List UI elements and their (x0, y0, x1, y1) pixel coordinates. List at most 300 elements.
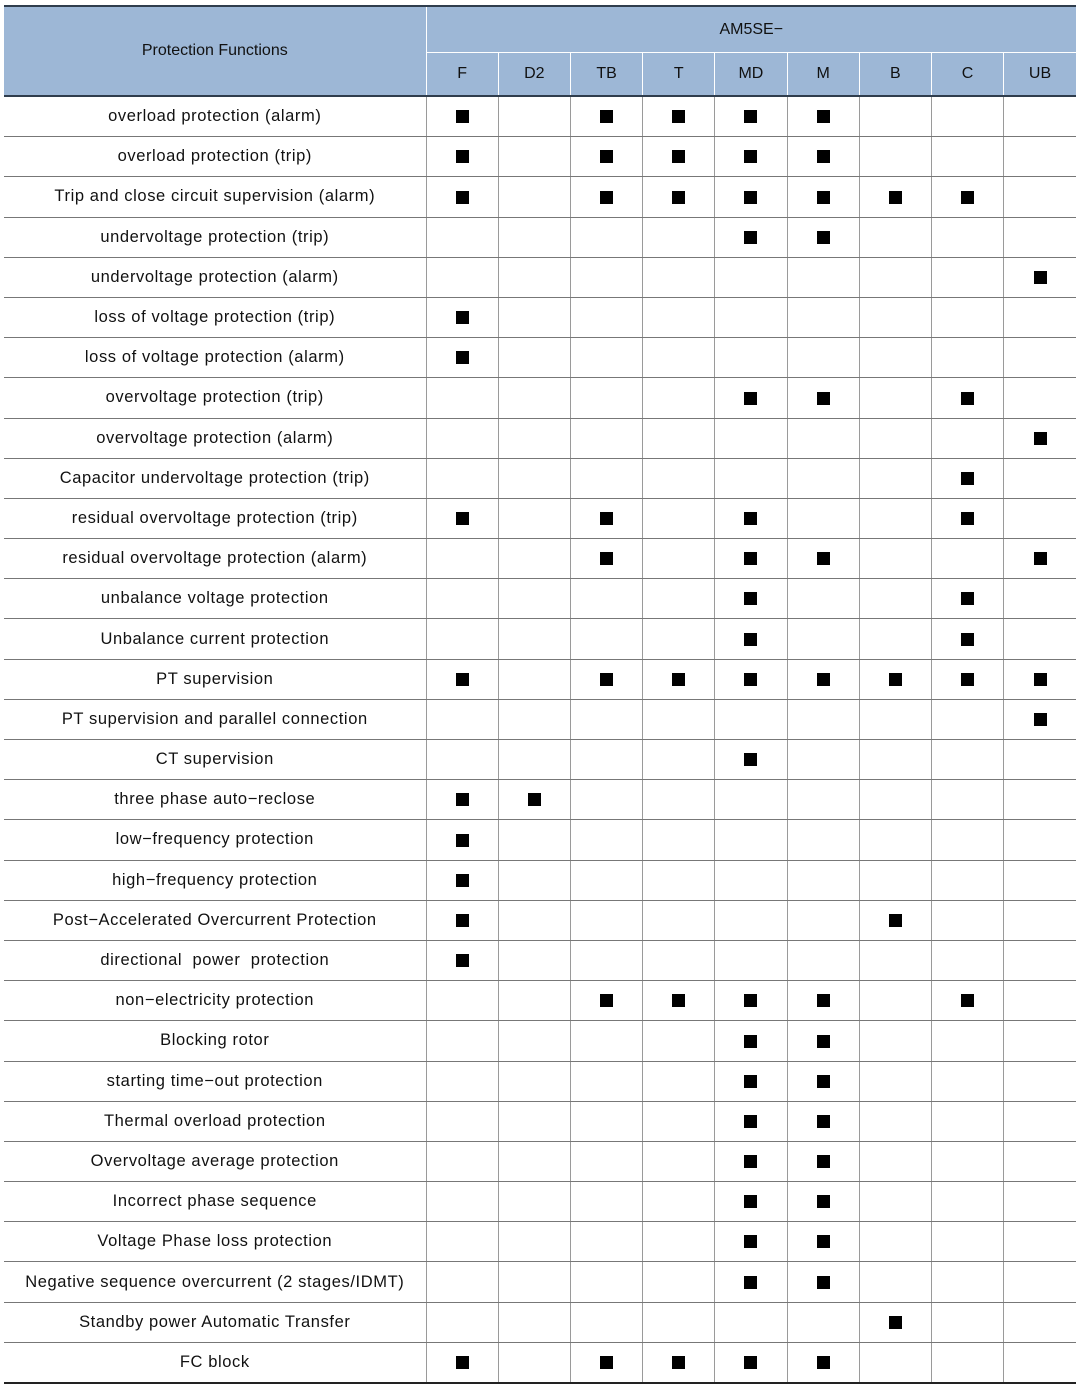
supported-mark (456, 673, 469, 686)
cell-t (643, 1061, 715, 1101)
cell-ub (1004, 539, 1076, 579)
cell-ub (1004, 740, 1076, 780)
supported-mark (456, 834, 469, 847)
table-row (4, 740, 1076, 780)
cell-c (931, 378, 1003, 418)
table-row (4, 1222, 1076, 1262)
cell-tb (570, 1141, 642, 1181)
cell-tb (570, 1262, 642, 1302)
cell-md (715, 257, 787, 297)
cell-md (715, 1342, 787, 1383)
cell-m (787, 539, 859, 579)
cell-b (859, 1061, 931, 1101)
supported-mark (600, 512, 613, 525)
cell-tb (570, 338, 642, 378)
supported-mark (456, 793, 469, 806)
table-row (4, 1021, 1076, 1061)
supported-mark (744, 1356, 757, 1369)
cell-f (426, 780, 498, 820)
cell-b (859, 900, 931, 940)
supported-mark (817, 1155, 830, 1168)
cell-b (859, 1342, 931, 1383)
cell-b (859, 981, 931, 1021)
cell-c (931, 1101, 1003, 1141)
function-name: Capacitor undervoltage protection (trip) (4, 458, 426, 498)
cell-md (715, 217, 787, 257)
model-header-d2: D2 (498, 53, 570, 97)
function-name: unbalance voltage protection (4, 579, 426, 619)
cell-t (643, 659, 715, 699)
cell-d2 (498, 458, 570, 498)
cell-t (643, 297, 715, 337)
cell-b (859, 539, 931, 579)
cell-f (426, 1222, 498, 1262)
cell-md (715, 900, 787, 940)
cell-d2 (498, 418, 570, 458)
cell-md (715, 177, 787, 217)
cell-md (715, 1021, 787, 1061)
cell-m (787, 458, 859, 498)
cell-b (859, 137, 931, 177)
cell-f (426, 1021, 498, 1061)
cell-ub (1004, 940, 1076, 980)
supported-mark (744, 512, 757, 525)
function-name: Incorrect phase sequence (4, 1182, 426, 1222)
cell-f (426, 1342, 498, 1383)
cell-b (859, 498, 931, 538)
cell-m (787, 96, 859, 137)
supported-mark (456, 874, 469, 887)
cell-c (931, 1342, 1003, 1383)
function-name: Overvoltage average protection (4, 1141, 426, 1181)
cell-t (643, 217, 715, 257)
protection-table (4, 5, 1076, 1384)
cell-md (715, 820, 787, 860)
supported-mark (744, 633, 757, 646)
cell-md (715, 579, 787, 619)
function-name: non−electricity protection (4, 981, 426, 1021)
cell-ub (1004, 1222, 1076, 1262)
cell-b (859, 780, 931, 820)
cell-m (787, 659, 859, 699)
cell-b (859, 820, 931, 860)
cell-md (715, 1101, 787, 1141)
supported-mark (961, 633, 974, 646)
supported-mark (744, 191, 757, 204)
supported-mark (744, 231, 757, 244)
cell-f (426, 860, 498, 900)
cell-b (859, 297, 931, 337)
protection-matrix (4, 5, 1076, 1384)
cell-md (715, 619, 787, 659)
cell-tb (570, 418, 642, 458)
cell-f (426, 900, 498, 940)
cell-t (643, 458, 715, 498)
cell-md (715, 539, 787, 579)
supported-mark (1034, 673, 1047, 686)
model-header-b: B (859, 53, 931, 97)
cell-b (859, 619, 931, 659)
supported-mark (889, 673, 902, 686)
cell-f (426, 1262, 498, 1302)
supported-mark (961, 592, 974, 605)
cell-f (426, 96, 498, 137)
cell-ub (1004, 418, 1076, 458)
supported-mark (961, 191, 974, 204)
supported-mark (961, 994, 974, 1007)
function-name: Negative sequence overcurrent (2 stages/IDMT) (4, 1262, 426, 1302)
cell-ub (1004, 659, 1076, 699)
cell-c (931, 217, 1003, 257)
model-header-m: M (787, 53, 859, 97)
cell-b (859, 940, 931, 980)
function-name: Blocking rotor (4, 1021, 426, 1061)
cell-t (643, 1021, 715, 1061)
cell-b (859, 1222, 931, 1262)
supported-mark (672, 1356, 685, 1369)
cell-f (426, 981, 498, 1021)
cell-ub (1004, 860, 1076, 900)
supported-mark (456, 311, 469, 324)
supported-mark (744, 110, 757, 123)
supported-mark (600, 552, 613, 565)
supported-mark (672, 673, 685, 686)
supported-mark (744, 1195, 757, 1208)
cell-ub (1004, 1182, 1076, 1222)
table-row (4, 539, 1076, 579)
supported-mark (600, 191, 613, 204)
cell-t (643, 699, 715, 739)
cell-m (787, 137, 859, 177)
cell-ub (1004, 1342, 1076, 1383)
cell-ub (1004, 297, 1076, 337)
table-row (4, 780, 1076, 820)
model-header-c: C (931, 53, 1003, 97)
cell-m (787, 619, 859, 659)
cell-f (426, 659, 498, 699)
cell-f (426, 1141, 498, 1181)
cell-b (859, 1262, 931, 1302)
cell-d2 (498, 900, 570, 940)
cell-t (643, 619, 715, 659)
table-row (4, 820, 1076, 860)
cell-md (715, 498, 787, 538)
cell-d2 (498, 297, 570, 337)
cell-m (787, 1222, 859, 1262)
cell-ub (1004, 498, 1076, 538)
cell-md (715, 940, 787, 980)
cell-ub (1004, 1262, 1076, 1302)
supported-mark (600, 673, 613, 686)
cell-f (426, 257, 498, 297)
cell-t (643, 1182, 715, 1222)
cell-c (931, 498, 1003, 538)
cell-f (426, 338, 498, 378)
model-header-f: F (426, 53, 498, 97)
function-name: overvoltage protection (alarm) (4, 418, 426, 458)
table-row (4, 1061, 1076, 1101)
supported-mark (889, 1316, 902, 1329)
cell-ub (1004, 1061, 1076, 1101)
cell-m (787, 1342, 859, 1383)
cell-tb (570, 1061, 642, 1101)
supported-mark (744, 1035, 757, 1048)
table-row (4, 860, 1076, 900)
supported-mark (744, 1075, 757, 1088)
cell-m (787, 378, 859, 418)
table-row (4, 1342, 1076, 1383)
cell-tb (570, 940, 642, 980)
function-name: PT supervision and parallel connection (4, 699, 426, 739)
cell-m (787, 699, 859, 739)
supported-mark (817, 150, 830, 163)
supported-mark (817, 231, 830, 244)
cell-md (715, 1141, 787, 1181)
supported-mark (961, 472, 974, 485)
cell-ub (1004, 217, 1076, 257)
cell-m (787, 1262, 859, 1302)
function-name: undervoltage protection (alarm) (4, 257, 426, 297)
function-name: low−frequency protection (4, 820, 426, 860)
supported-mark (744, 753, 757, 766)
cell-m (787, 338, 859, 378)
cell-t (643, 579, 715, 619)
cell-m (787, 820, 859, 860)
cell-b (859, 96, 931, 137)
cell-tb (570, 378, 642, 418)
supported-mark (817, 1035, 830, 1048)
cell-f (426, 1182, 498, 1222)
cell-t (643, 338, 715, 378)
cell-tb (570, 820, 642, 860)
supported-mark (817, 1195, 830, 1208)
cell-f (426, 1302, 498, 1342)
supported-mark (744, 592, 757, 605)
table-row (4, 338, 1076, 378)
cell-tb (570, 740, 642, 780)
cell-tb (570, 900, 642, 940)
function-name: Standby power Automatic Transfer (4, 1302, 426, 1342)
cell-b (859, 659, 931, 699)
function-name: three phase auto−reclose (4, 780, 426, 820)
supported-mark (817, 673, 830, 686)
cell-f (426, 699, 498, 739)
supported-mark (961, 673, 974, 686)
cell-ub (1004, 96, 1076, 137)
cell-c (931, 619, 1003, 659)
cell-ub (1004, 619, 1076, 659)
supported-mark (600, 1356, 613, 1369)
table-row (4, 1141, 1076, 1181)
cell-md (715, 378, 787, 418)
supported-mark (456, 512, 469, 525)
cell-c (931, 740, 1003, 780)
cell-c (931, 418, 1003, 458)
cell-t (643, 780, 715, 820)
function-name: PT supervision (4, 659, 426, 699)
supported-mark (744, 673, 757, 686)
cell-c (931, 1182, 1003, 1222)
cell-ub (1004, 579, 1076, 619)
table-row (4, 981, 1076, 1021)
supported-mark (600, 110, 613, 123)
function-name: residual overvoltage protection (trip) (4, 498, 426, 538)
function-name: Voltage Phase loss protection (4, 1222, 426, 1262)
supported-mark (456, 351, 469, 364)
cell-ub (1004, 378, 1076, 418)
supported-mark (456, 954, 469, 967)
cell-t (643, 1262, 715, 1302)
table-row (4, 1101, 1076, 1141)
supported-mark (817, 1115, 830, 1128)
cell-md (715, 780, 787, 820)
supported-mark (889, 914, 902, 927)
cell-d2 (498, 338, 570, 378)
cell-c (931, 297, 1003, 337)
cell-b (859, 257, 931, 297)
table-row (4, 217, 1076, 257)
cell-d2 (498, 217, 570, 257)
cell-ub (1004, 981, 1076, 1021)
cell-f (426, 740, 498, 780)
cell-c (931, 820, 1003, 860)
supported-mark (1034, 271, 1047, 284)
function-name: directional power protection (4, 940, 426, 980)
cell-t (643, 820, 715, 860)
cell-t (643, 418, 715, 458)
cell-b (859, 1101, 931, 1141)
cell-ub (1004, 1302, 1076, 1342)
cell-d2 (498, 780, 570, 820)
supported-mark (889, 191, 902, 204)
cell-m (787, 418, 859, 458)
cell-c (931, 1302, 1003, 1342)
cell-f (426, 458, 498, 498)
cell-md (715, 418, 787, 458)
supported-mark (744, 552, 757, 565)
cell-t (643, 257, 715, 297)
cell-m (787, 217, 859, 257)
cell-tb (570, 539, 642, 579)
function-name: undervoltage protection (trip) (4, 217, 426, 257)
cell-d2 (498, 1182, 570, 1222)
cell-tb (570, 217, 642, 257)
cell-t (643, 900, 715, 940)
cell-tb (570, 498, 642, 538)
cell-f (426, 217, 498, 257)
supported-mark (456, 191, 469, 204)
table-row (4, 378, 1076, 418)
cell-m (787, 1101, 859, 1141)
cell-m (787, 498, 859, 538)
cell-f (426, 418, 498, 458)
function-name: Trip and close circuit supervision (alarm) (4, 177, 426, 217)
function-name: residual overvoltage protection (alarm) (4, 539, 426, 579)
supported-mark (672, 994, 685, 1007)
supported-mark (456, 110, 469, 123)
function-name: Post−Accelerated Overcurrent Protection (4, 900, 426, 940)
cell-m (787, 1141, 859, 1181)
cell-b (859, 699, 931, 739)
function-name: overvoltage protection (trip) (4, 378, 426, 418)
supported-mark (672, 191, 685, 204)
cell-tb (570, 137, 642, 177)
cell-tb (570, 981, 642, 1021)
cell-md (715, 137, 787, 177)
supported-mark (961, 512, 974, 525)
cell-d2 (498, 1101, 570, 1141)
cell-b (859, 1021, 931, 1061)
model-header-ub: UB (1004, 53, 1076, 97)
cell-b (859, 1141, 931, 1181)
cell-d2 (498, 137, 570, 177)
cell-f (426, 137, 498, 177)
cell-tb (570, 659, 642, 699)
cell-b (859, 1302, 931, 1342)
cell-b (859, 418, 931, 458)
cell-f (426, 820, 498, 860)
cell-ub (1004, 1021, 1076, 1061)
cell-d2 (498, 981, 570, 1021)
cell-b (859, 177, 931, 217)
supported-mark (817, 994, 830, 1007)
cell-f (426, 378, 498, 418)
model-header-md: MD (715, 53, 787, 97)
table-row (4, 1302, 1076, 1342)
supported-mark (961, 392, 974, 405)
supported-mark (817, 552, 830, 565)
cell-d2 (498, 96, 570, 137)
function-name: Thermal overload protection (4, 1101, 426, 1141)
cell-md (715, 338, 787, 378)
cell-d2 (498, 860, 570, 900)
supported-mark (1034, 552, 1047, 565)
table-row (4, 297, 1076, 337)
cell-d2 (498, 740, 570, 780)
cell-t (643, 498, 715, 538)
function-name: high−frequency protection (4, 860, 426, 900)
cell-c (931, 780, 1003, 820)
cell-d2 (498, 257, 570, 297)
cell-d2 (498, 539, 570, 579)
supported-mark (1034, 713, 1047, 726)
cell-ub (1004, 699, 1076, 739)
cell-d2 (498, 579, 570, 619)
cell-c (931, 900, 1003, 940)
cell-ub (1004, 1141, 1076, 1181)
cell-t (643, 378, 715, 418)
function-name: loss of voltage protection (alarm) (4, 338, 426, 378)
cell-m (787, 1302, 859, 1342)
cell-f (426, 1061, 498, 1101)
cell-ub (1004, 780, 1076, 820)
cell-md (715, 1222, 787, 1262)
cell-d2 (498, 1342, 570, 1383)
cell-d2 (498, 1141, 570, 1181)
cell-d2 (498, 1222, 570, 1262)
cell-c (931, 257, 1003, 297)
cell-c (931, 1021, 1003, 1061)
cell-md (715, 1061, 787, 1101)
cell-ub (1004, 900, 1076, 940)
cell-m (787, 740, 859, 780)
cell-ub (1004, 177, 1076, 217)
cell-c (931, 860, 1003, 900)
cell-f (426, 498, 498, 538)
cell-t (643, 177, 715, 217)
cell-d2 (498, 619, 570, 659)
supported-mark (817, 110, 830, 123)
